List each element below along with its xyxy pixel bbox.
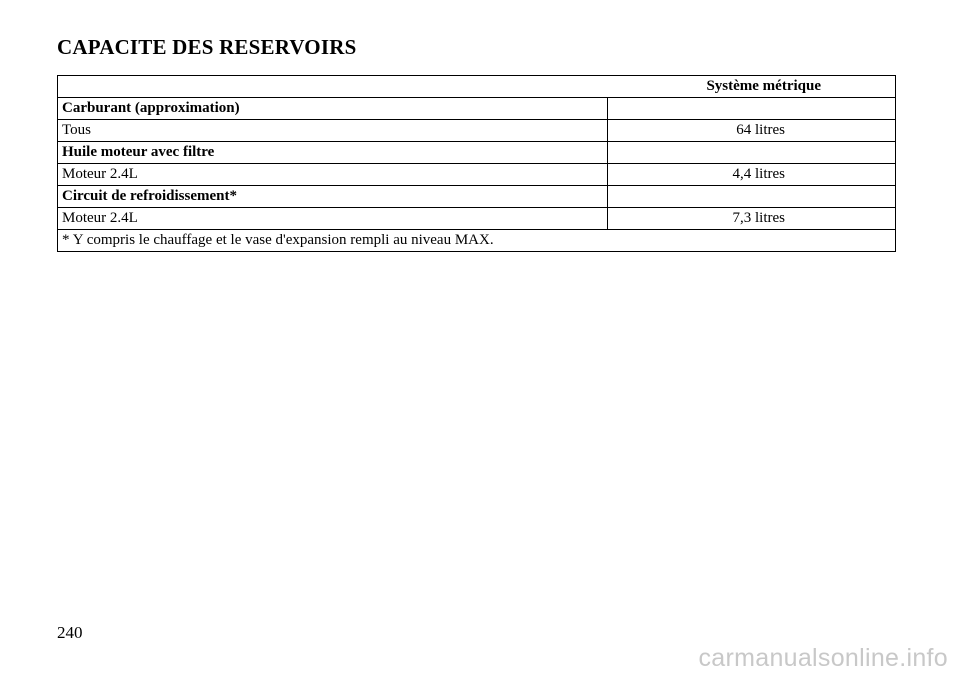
footnote-row	[58, 230, 896, 252]
row-value: 7,3 litres	[608, 208, 896, 230]
section-heading-fuel: Carburant (approximation)	[58, 98, 608, 120]
table-row	[58, 142, 896, 164]
table-row	[58, 208, 896, 230]
table-row	[58, 120, 896, 142]
table-row	[58, 186, 896, 208]
empty-cell	[608, 142, 896, 164]
row-value: 64 litres	[608, 120, 896, 142]
row-label: Moteur 2.4L	[58, 164, 608, 186]
table-header-row	[58, 76, 896, 98]
empty-cell	[608, 98, 896, 120]
capacity-table	[57, 75, 896, 252]
page-title: CAPACITE DES RESERVOIRS	[57, 35, 357, 59]
footnote: * Y compris le chauffage et le vase d'expansion rempli au niveau MAX.	[58, 230, 896, 252]
section-heading-cooling: Circuit de refroidissement*	[58, 186, 608, 208]
table-row	[58, 164, 896, 186]
empty-cell	[608, 186, 896, 208]
table-row	[58, 98, 896, 120]
row-label: Tous	[58, 120, 608, 142]
row-value: 4,4 litres	[608, 164, 896, 186]
watermark-logo: carmanualsonline.info	[698, 644, 948, 672]
row-label: Moteur 2.4L	[58, 208, 608, 230]
unit-system-header: Système métrique	[58, 76, 896, 98]
page-number: 240	[57, 623, 83, 642]
section-heading-engine-oil: Huile moteur avec filtre	[58, 142, 608, 164]
